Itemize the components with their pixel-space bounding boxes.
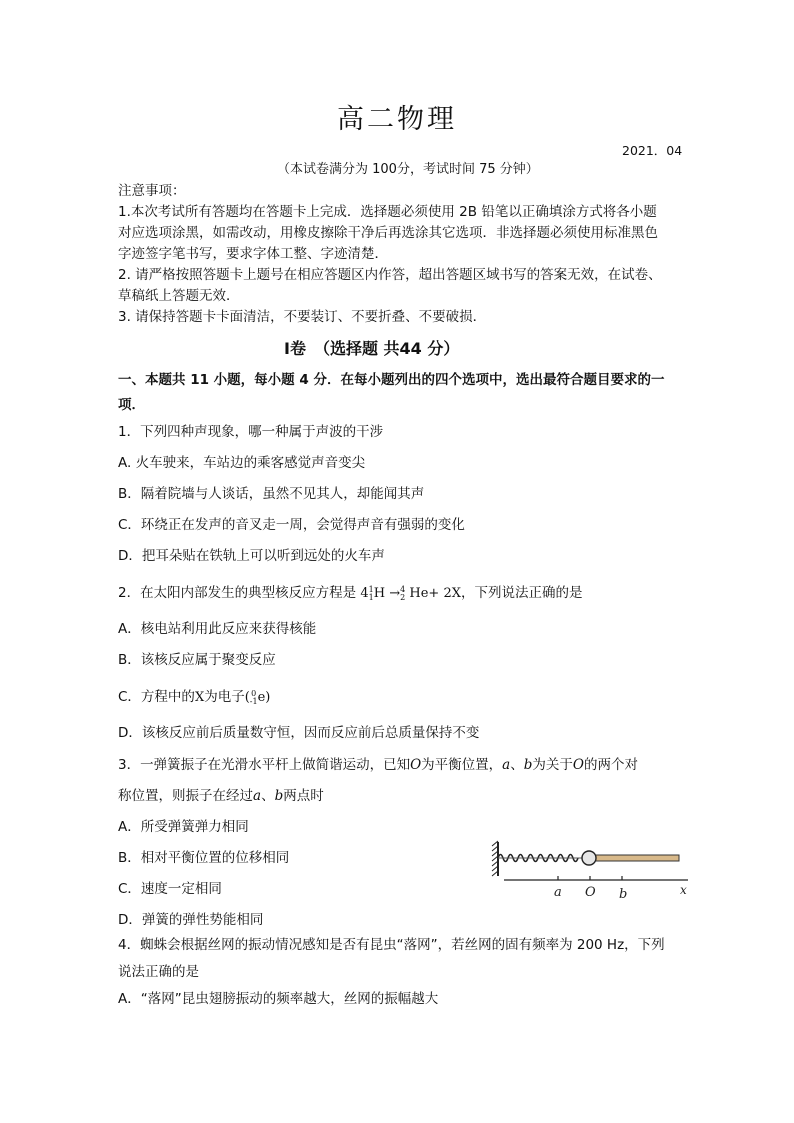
question-1-option-c: C．环绕正在发声的音叉走一周，会觉得声音有强弱的变化 [118, 517, 465, 533]
notice-heading: 注意事项： [118, 183, 186, 199]
question-4-stem-cont: 说法正确的是 [118, 964, 199, 980]
notice-line: 3. 请保持答题卡卡面清洁，不要装订、不要折叠、不要破损． [118, 309, 487, 325]
exam-date: 2021．04 [622, 143, 683, 158]
question-1-option-d: D．把耳朵贴在铁轨上可以听到远处的火车声 [118, 548, 385, 564]
question-3-stem-cont: 称位置，则振子在经过a、b两点时 [118, 788, 324, 804]
question-4-stem: 4．蜘蛛会根据丝网的振动情况感知是否有昆虫“落网”，若丝网的固有频率为 200 Hz，下列 [118, 937, 665, 953]
question-3-option-c: C．速度一定相同 [118, 881, 222, 897]
notice-line: 草稿纸上答题无效． [118, 288, 240, 304]
question-2-option-a: A．核电站利用此反应来获得核能 [118, 621, 317, 637]
question-1-option-b: B．隔着院墙与人谈话，虽然不见其人，却能闻其声 [118, 486, 425, 502]
x-axis [504, 876, 688, 880]
question-3-stem: 3．一弹簧振子在光滑水平杆上做简谐运动，已知O为平衡位置，a、b为关于O的两个对 [118, 757, 638, 773]
page-title: 高二物理 [337, 104, 457, 135]
question-1-stem: 1．下列四种声现象，哪一种属于声波的干涉 [118, 424, 384, 440]
nuclear-equation: 41 1H →4 2 He+ 2X [360, 584, 461, 602]
label-x: x [680, 883, 687, 897]
notice-line: 2. 请严格按照答题卡上题号在相应答题区内作答，超出答题区域书写的答案无效，在试卷、 [118, 267, 662, 283]
horizontal-rod [595, 855, 679, 861]
question-3-option-b: B．相对平衡位置的位移相同 [118, 850, 290, 866]
question-3-option-a: A．所受弹簧弹力相同 [118, 819, 249, 835]
question-2-option-d: D．该核反应前后质量数守恒，因而反应前后总质量保持不变 [118, 725, 480, 741]
label-b: b [619, 887, 628, 900]
section-instruction: 一、本题共 11 小题，每小题 4 分．在每小题列出的四个选项中，选出最符合题目要求的一 [118, 372, 665, 388]
wall [492, 841, 498, 876]
notice-line: 1.本次考试所有答题均在答题卡上完成．选择题必须使用 2B 铅笔以正确填涂方式将各小题 [118, 204, 657, 220]
section-title: Ⅰ卷 （选择题 共44 分） [284, 339, 460, 358]
section-instruction: 项． [118, 397, 145, 413]
notice-line: 字迹签字笔书写，要求字体工整、字迹清楚． [118, 246, 388, 262]
question-1-option-a: A. 火车驶来，车站边的乘客感觉声音变尖 [118, 455, 366, 471]
question-3-option-d: D．弹簧的弹性势能相同 [118, 912, 264, 928]
oscillator-ball [582, 851, 596, 865]
label-a: a [554, 885, 562, 900]
question-2-stem: 2．在太阳内部发生的典型核反应方程是 41 1H →4 2 He+ 2X，下列说法正确的是 [118, 584, 583, 602]
spring [498, 855, 583, 862]
question-2-option-c: C．方程中的X为电子(0 -1e) [118, 688, 271, 706]
notice-line: 对应选项涂黑，如需改动，用橡皮擦除干净后再选涂其它选项．非选择题必须使用标准黑色 [118, 225, 658, 241]
spring-oscillator-figure [490, 836, 695, 900]
question-4-option-a: A．“落网”昆虫翅膀振动的频率越大，丝网的振幅越大 [118, 991, 439, 1007]
exam-note: （本试卷满分为 100分，考试时间 75 分钟） [277, 162, 539, 177]
question-2-option-b: B．该核反应属于聚变反应 [118, 652, 276, 668]
label-o: O [585, 885, 596, 900]
